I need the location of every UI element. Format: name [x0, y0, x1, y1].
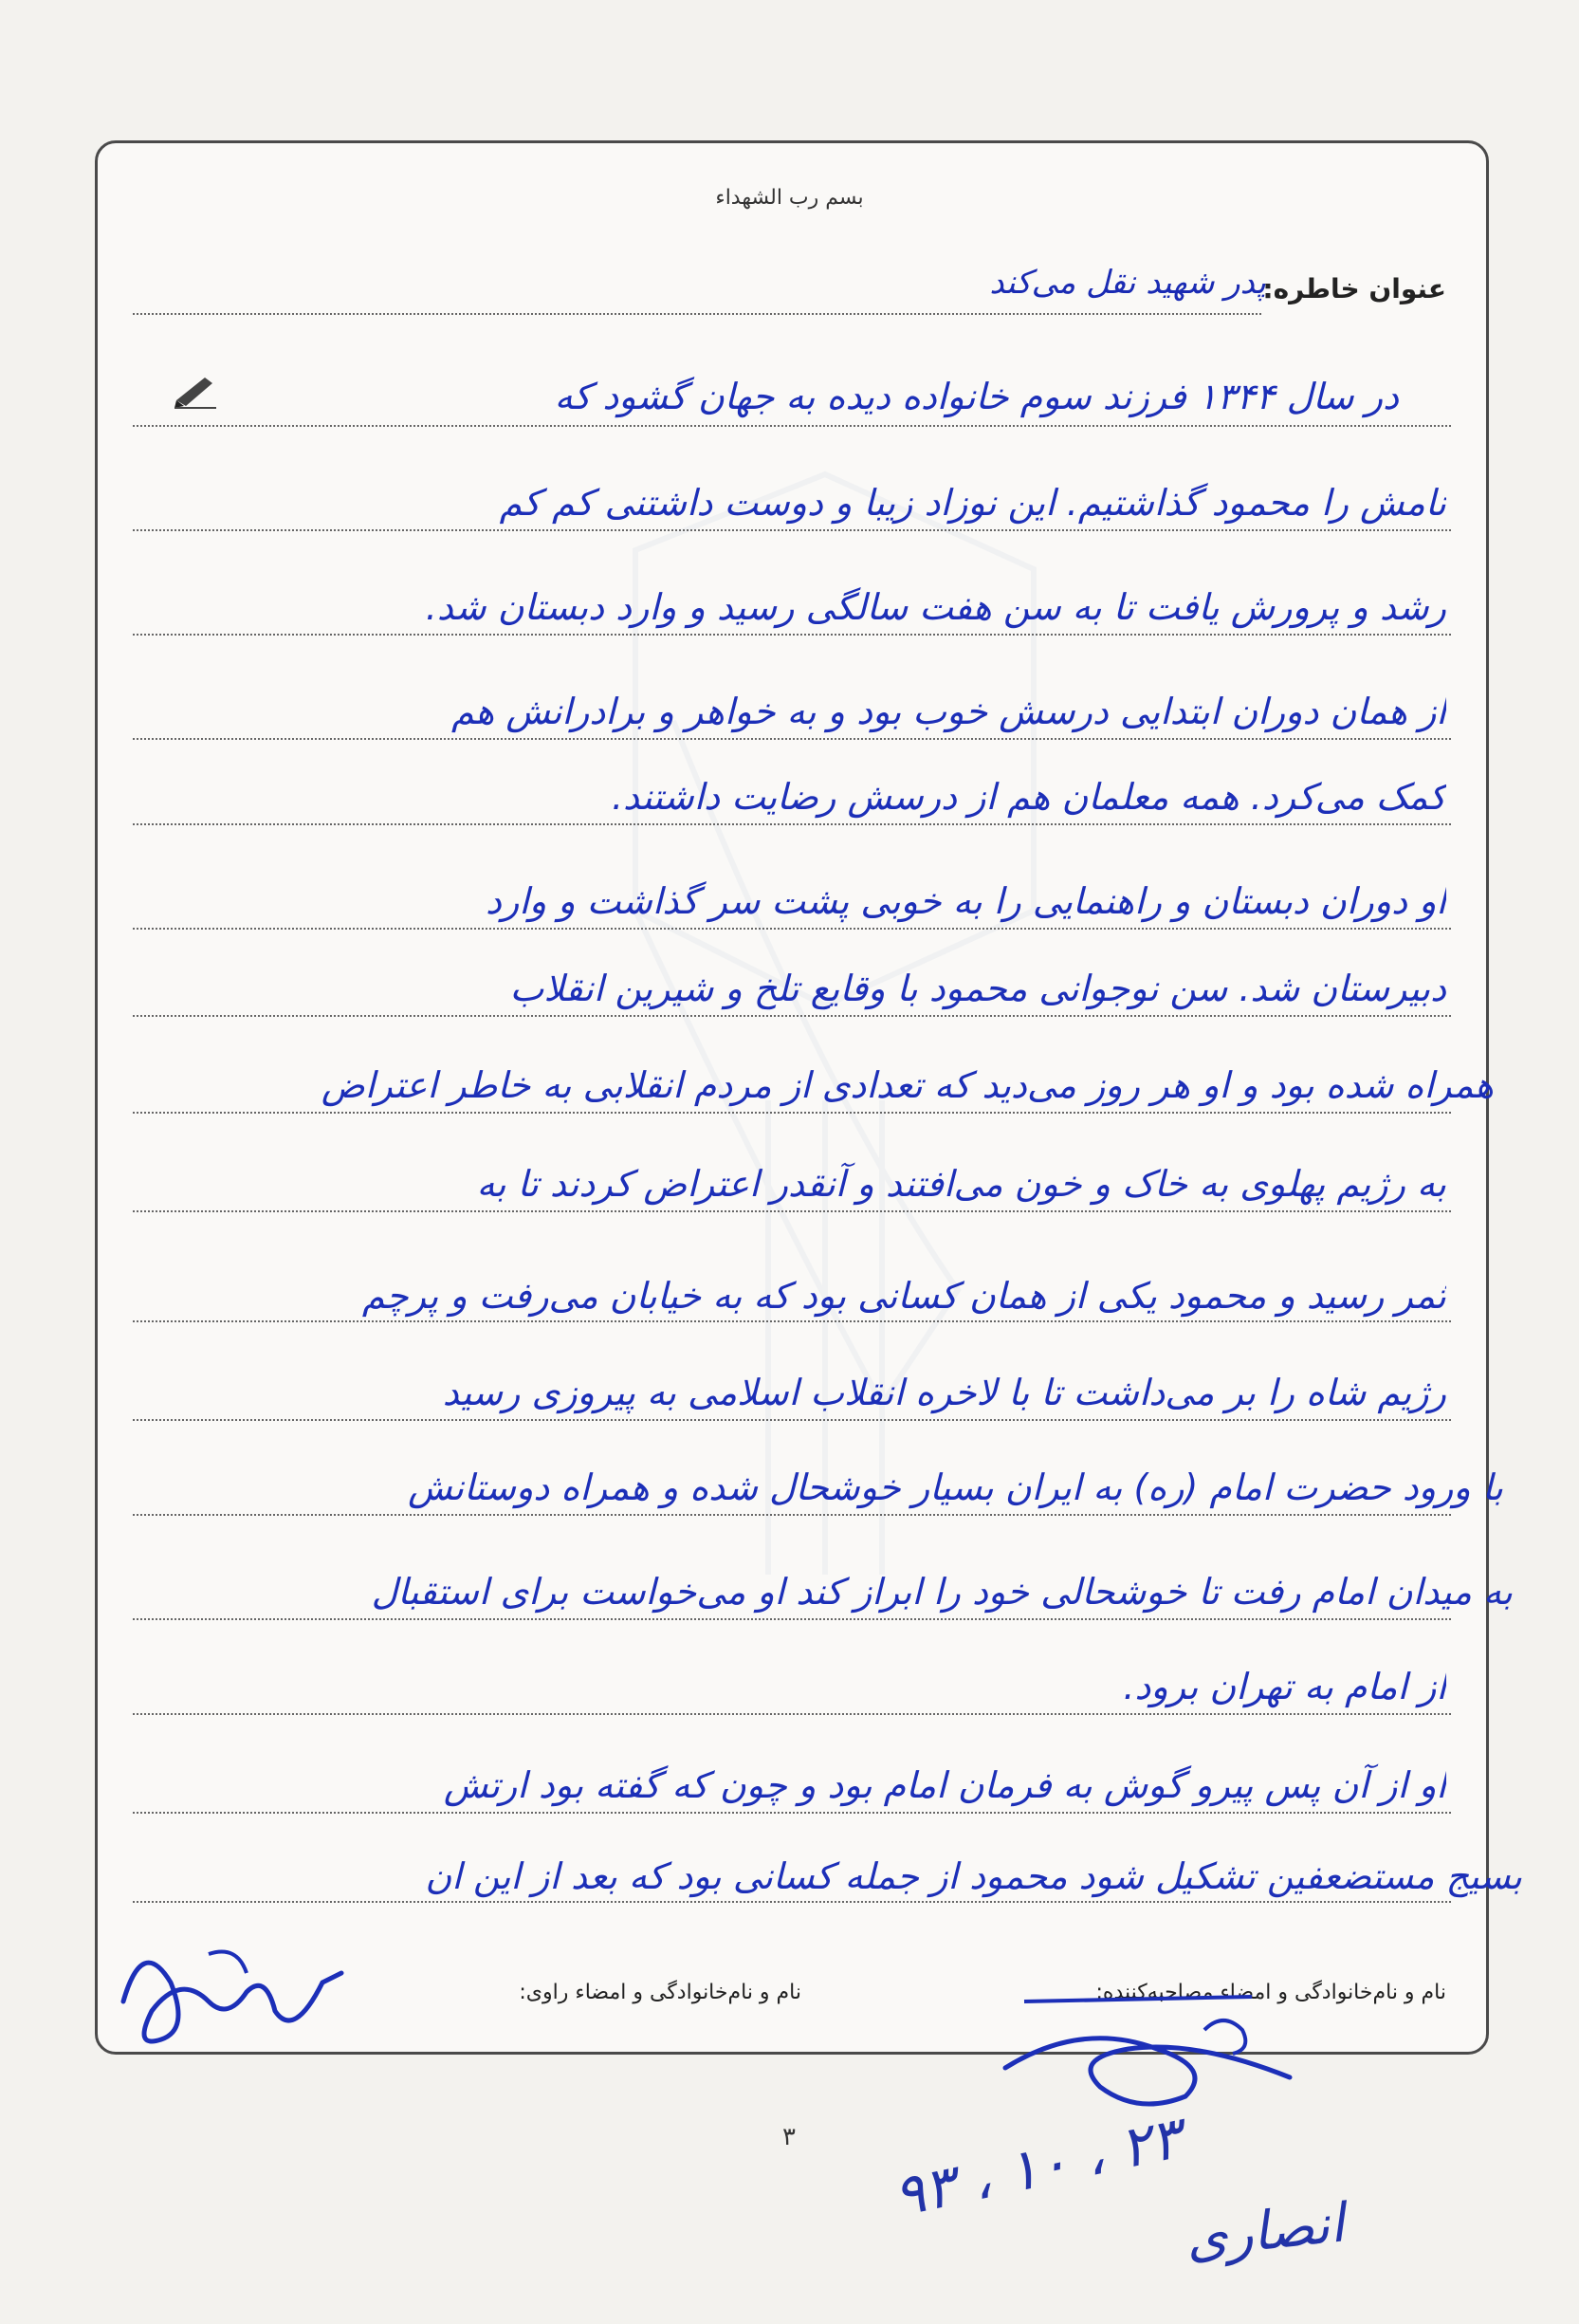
subject-value: پدر شهید نقل می‌کند	[989, 264, 1266, 302]
interviewer-signature	[967, 1964, 1328, 2125]
interviewer-signature-label: نام و نام‌خانوادگی و امضاء مصاحبه‌کننده:	[1095, 1981, 1446, 2004]
memoir-line: از امام به تهران برود.	[1123, 1666, 1446, 1707]
rule-line	[133, 1618, 1451, 1620]
rule-line	[133, 634, 1451, 636]
memoir-line: ثمر رسید و محمود یکی از همان کسانی بود که به خیابان می‌رفت و پرچم	[361, 1275, 1446, 1317]
page-number: ۳	[782, 2123, 796, 2151]
memoir-line: او از آن پس پیرو گوش به فرمان امام بود و چون که گفته بود ارتش	[443, 1764, 1446, 1806]
narrator-signature	[104, 1916, 351, 2068]
subject-underline	[133, 313, 1261, 315]
rule-line	[133, 823, 1451, 825]
rule-line	[133, 928, 1451, 930]
rule-line	[133, 1015, 1451, 1017]
memoir-line: کمک می‌کرد. همه معلمان هم از درسش رضایت داشتند.	[611, 776, 1446, 818]
memoir-line: رژیم شاه را بر می‌داشت تا با لاخره انقلاب اسلامی به پیروزی رسید	[442, 1372, 1446, 1413]
rule-line	[133, 425, 1451, 427]
rule-line	[133, 738, 1451, 740]
rule-line	[133, 1514, 1451, 1516]
memoir-line: نامش را محمود گذاشتیم. این نوزاد زیبا و دوست داشتنی کم کم	[499, 482, 1446, 524]
memoir-line: او دوران دبستان و راهنمایی را به خوبی پشت سر گذاشت و وارد	[486, 880, 1446, 922]
memoir-line: دبیرستان شد. سن نوجوانی محمود با وقایع تلخ و شیرین انقلاب	[509, 968, 1446, 1009]
rule-line	[133, 1901, 1451, 1903]
rule-line	[133, 1320, 1451, 1322]
memoir-line: از همان دوران ابتدایی درسش خوب بود و به خواهر و برادرانش هم	[451, 691, 1446, 732]
subject-label: عنوان خاطره:	[1262, 273, 1446, 304]
memoir-line: رشد و پرورش یافت تا به سن هفت سالگی رسید و وارد دبستان شد.	[425, 586, 1446, 628]
form-header: بسم رب الشهداء	[715, 186, 864, 210]
rule-line	[133, 1210, 1451, 1212]
rule-line	[133, 1112, 1451, 1114]
memoir-line: همراه شده بود و او هر روز می‌دید که تعدادی از مردم انقلابی به خاطر اعتراض	[321, 1064, 1494, 1106]
memoir-line: بسیج مستضعفین تشکیل شود محمود از جمله کسانی بود که بعد از این ان	[425, 1855, 1522, 1897]
handwritten-date: ۲۳ ، ۱۰ ، ۹۳	[888, 2104, 1188, 2231]
narrator-signature-label: نام و نام‌خانوادگی و امضاء راوی:	[519, 1981, 801, 2004]
memoir-line: در سال ۱۳۴۴ فرزند سوم خانواده دیده به جهان گشود که	[554, 376, 1399, 417]
rule-line	[133, 1713, 1451, 1715]
memoir-line: به میدان امام رفت تا خوشحالی خود را ابراز کند او می‌خواست برای استقبال	[371, 1571, 1513, 1613]
memoir-line: با ورود حضرت امام (ره) به ایران بسیار خوشحال شده و همراه دوستانش	[408, 1466, 1503, 1508]
memoir-line: به رژیم پهلوی به خاک و خون می‌افتند و آنقدر اعتراض کردند تا به	[476, 1163, 1446, 1205]
rule-line	[133, 529, 1451, 531]
rule-line	[133, 1419, 1451, 1421]
handwritten-name: انصاری	[1183, 2192, 1348, 2271]
rule-line	[133, 1812, 1451, 1814]
